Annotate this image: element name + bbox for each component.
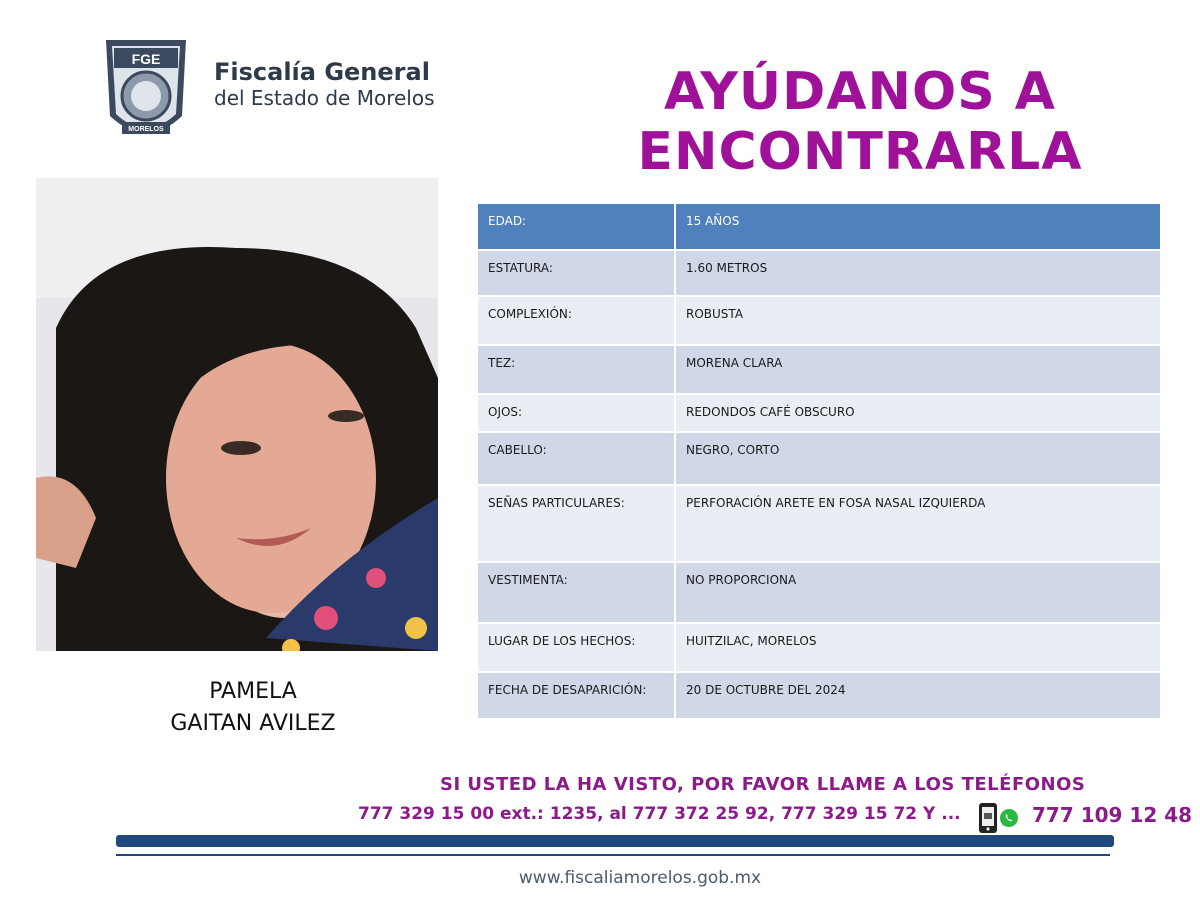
details-label: TEZ: (478, 346, 676, 395)
details-label: LUGAR DE LOS HECHOS: (478, 624, 676, 673)
details-value: ROBUSTA (676, 297, 1160, 346)
details-value: MORENA CLARA (676, 346, 1160, 395)
details-row-marks (478, 486, 1160, 563)
org-line1: Fiscalía General (214, 58, 430, 86)
website-link[interactable]: www.fiscaliamorelos.gob.mx (518, 868, 762, 888)
call-to-action: SI USTED LA HA VISTO, POR FAVOR LLAME A LOS TELÉFONOS (440, 774, 1086, 795)
details-label: OJOS: (478, 395, 676, 433)
details-value: NO PROPORCIONA (676, 563, 1160, 624)
details-value: 20 DE OCTUBRE DEL 2024 (676, 673, 1160, 720)
logo-bottom-text: MORELOS (128, 126, 164, 133)
mobile-phone-icon (978, 802, 998, 834)
details-label: FECHA DE DESAPARICIÓN: (478, 673, 676, 720)
details-row-build (478, 297, 1160, 346)
details-row-complexion (478, 346, 1160, 395)
details-value: HUITZILAC, MORELOS (676, 624, 1160, 673)
whatsapp-number: 777 109 12 48 (1032, 803, 1193, 827)
person-last-names: GAITAN AVILEZ (170, 711, 336, 736)
whatsapp-icon (999, 808, 1019, 828)
details-label: VESTIMENTA: (478, 563, 676, 624)
details-label: COMPLEXIÓN: (478, 297, 676, 346)
details-row-hair (478, 433, 1160, 486)
details-value: PERFORACIÓN ARETE EN FOSA NASAL IZQUIERDA (676, 486, 1160, 563)
details-row-date (478, 673, 1160, 720)
details-row-eyes (478, 395, 1160, 433)
footer-divider (116, 854, 1110, 856)
details-value: 1.60 METROS (676, 251, 1160, 297)
person-name (100, 676, 406, 740)
details-label: SEÑAS PARTICULARES: (478, 486, 676, 563)
details-row-age (478, 204, 1160, 251)
footer-bar (116, 835, 1114, 847)
details-row-place (478, 624, 1160, 673)
logo-text: FGE (131, 51, 161, 67)
details-value: 15 AÑOS (676, 204, 1160, 251)
details-label: CABELLO: (478, 433, 676, 486)
details-row-clothing (478, 563, 1160, 624)
headline-line2: ENCONTRARLA (637, 122, 1083, 182)
fge-shield-logo (100, 34, 192, 154)
phone-numbers: 777 329 15 00 ext.: 1235, al 777 372 25 92, 777 329 15 72 Y ... (358, 804, 961, 824)
organization-name (214, 58, 435, 110)
missing-person-photo (36, 178, 438, 651)
details-value: REDONDOS CAFÉ OBSCURO (676, 395, 1160, 433)
org-line2: del Estado de Morelos (214, 86, 435, 110)
details-value: NEGRO, CORTO (676, 433, 1160, 486)
headline (600, 62, 1120, 182)
details-row-height (478, 251, 1160, 297)
details-label: ESTATURA: (478, 251, 676, 297)
person-details-table (478, 204, 1160, 720)
headline-line1: AYÚDANOS A (663, 62, 1057, 122)
person-first-name: PAMELA (209, 679, 297, 704)
details-label: EDAD: (478, 204, 676, 251)
